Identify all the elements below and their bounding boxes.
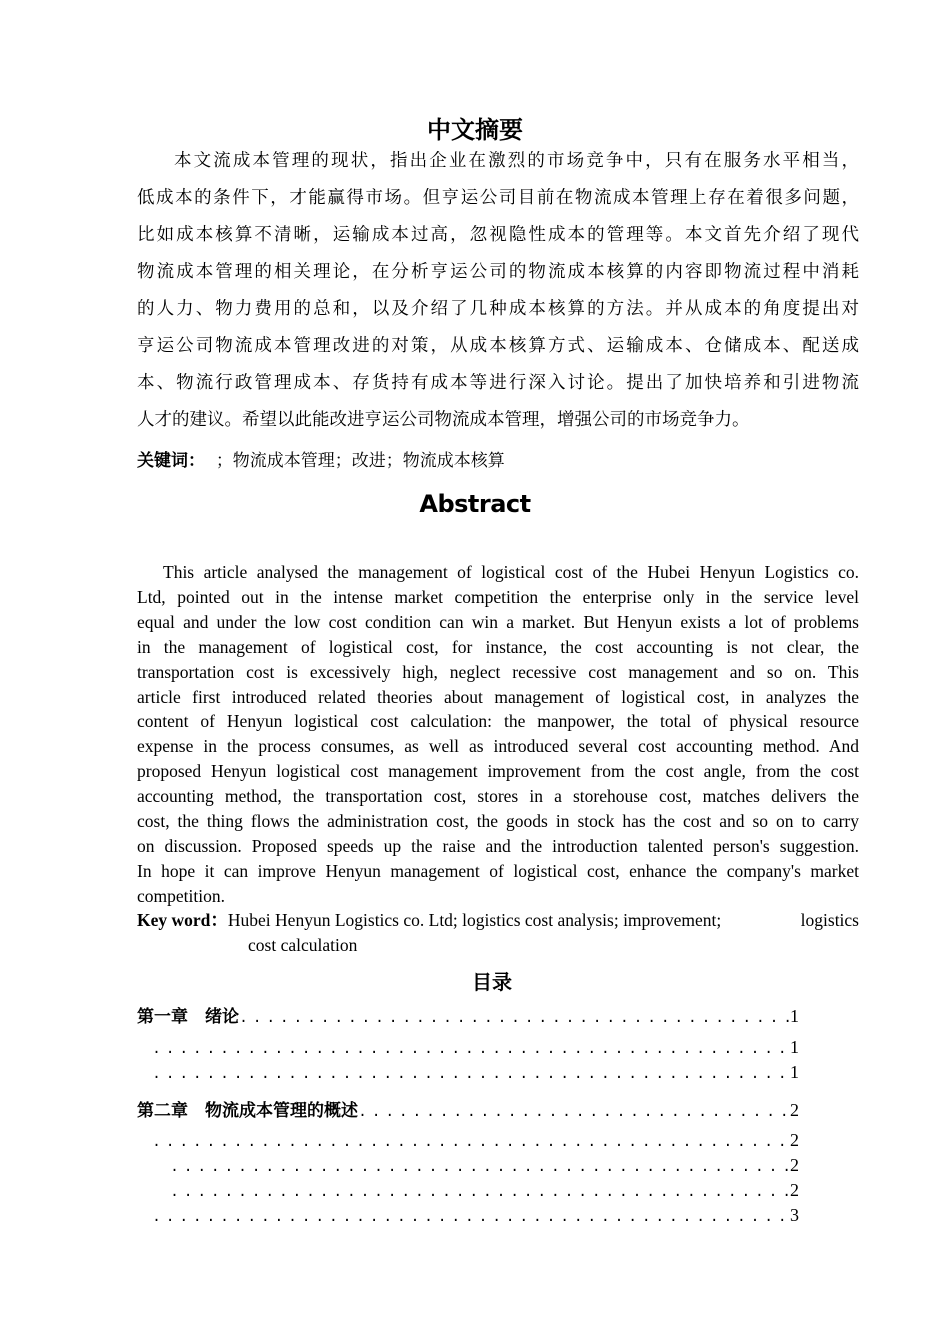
toc-entry-page: 2 <box>790 1100 799 1120</box>
en-keywords <box>137 908 859 958</box>
en-line: equal and under the low cost condition can win a market. But Henyun exists a lot of problems <box>137 611 859 632</box>
toc-leader <box>152 1041 790 1058</box>
en-line: in the management of logistical cost, for instance, the cost accounting is not clear, the <box>137 636 859 657</box>
toc-entry[interactable] <box>152 1205 799 1229</box>
toc-entry[interactable] <box>137 1002 799 1026</box>
toc-entry-page: 1 <box>790 1006 799 1026</box>
cn-keywords <box>137 446 505 471</box>
toc-entry-page: 1 <box>790 1062 799 1082</box>
en-line: expense in the process consumes, as well as introduced several cost accounting method. And <box>137 736 859 757</box>
toc-entry-title: 第一章 绪论 <box>137 1007 239 1026</box>
en-line: In hope it can improve Henyun management of logistical cost, enhance the company's market <box>137 860 859 881</box>
en-abstract-title: Abstract <box>419 490 531 518</box>
toc-leader <box>152 1066 790 1083</box>
en-keywords-text-end: logistics <box>800 910 859 930</box>
en-line: Ltd, pointed out in the intense market competition the enterprise only in the service level <box>137 586 859 607</box>
toc-entry-page: 3 <box>790 1205 799 1225</box>
cn-abstract-title: 中文摘要 <box>427 116 523 144</box>
en-line: content of Henyun logistical cost calculation: the manpower, the total of physical resource <box>137 711 859 732</box>
en-keywords-text-cont: cost calculation <box>248 934 358 955</box>
toc-entry[interactable] <box>152 1037 799 1061</box>
toc-entry[interactable] <box>152 1130 799 1154</box>
cn-line: 本文流成本管理的现状，指出企业在激烈的市场竞争中，只有在服务水平相当， <box>174 151 859 171</box>
toc-entry-page: 2 <box>790 1130 799 1150</box>
toc-entry[interactable] <box>170 1180 799 1204</box>
en-keywords-label: Key word： <box>137 910 228 930</box>
cn-keywords-label: 关键词： <box>137 451 205 471</box>
toc-leader <box>170 1159 790 1176</box>
cn-line: 本、物流行政管理成本、存货持有成本等进行深入讨论。提出了加快培养和引进物流 <box>137 373 859 393</box>
cn-line: 低成本的条件下，才能赢得市场。但亨运公司目前在物流成本管理上存在着很多问题， <box>137 188 859 208</box>
cn-line: 亨运公司物流成本管理改进的对策，从成本核算方式、运输成本、仓储成本、配送成 <box>137 336 859 356</box>
cn-line: 人才的建议。希望以此能改进亨运公司物流成本管理，增强公司的市场竞争力。 <box>137 410 750 430</box>
en-line: accounting method, the transportation cost, stores in a storehouse cost, matches delivers the <box>137 786 859 807</box>
toc-entry[interactable] <box>152 1062 799 1086</box>
toc-leader <box>152 1209 790 1226</box>
toc-entry-page: 2 <box>790 1155 799 1175</box>
en-line: cost, the thing flows the administration cost, the goods in stock has the cost and so on to carry <box>137 811 859 832</box>
en-line: competition. <box>137 885 225 906</box>
cn-line: 物流成本管理的相关理论，在分析亨运公司的物流成本核算的内容即物流过程中消耗 <box>137 262 859 282</box>
en-abstract-body <box>137 560 859 909</box>
toc-leader <box>152 1134 790 1151</box>
toc-leader <box>170 1184 790 1201</box>
cn-keywords-text: ；物流成本管理；改进；物流成本核算 <box>215 451 505 471</box>
en-line: on discussion. Proposed speeds up the raise and the introduction talented person's suggestion. <box>137 835 859 856</box>
toc-leader <box>358 1104 790 1120</box>
toc-entry-page: 2 <box>790 1180 799 1200</box>
cn-abstract-body <box>137 143 859 439</box>
toc-entry-page: 1 <box>790 1037 799 1057</box>
toc-entry-title: 第二章 物流成本管理的概述 <box>137 1101 358 1120</box>
toc-entry[interactable] <box>137 1096 799 1120</box>
en-line: proposed Henyun logistical cost management improvement from the cost angle, from the cost <box>137 761 859 782</box>
toc-entry[interactable] <box>170 1155 799 1179</box>
toc-title: 目录 <box>472 970 512 994</box>
en-line: article first introduced related theories about management of logistical cost, in analyzes the <box>137 686 859 707</box>
en-line: transportation cost is excessively high, neglect recessive cost management and so on. This <box>137 661 859 682</box>
toc-leader <box>239 1010 790 1026</box>
cn-line: 比如成本核算不清晰，运输成本过高，忽视隐性成本的管理等。本文首先介绍了现代 <box>137 225 859 245</box>
en-keywords-text: Hubei Henyun Logistics co. Ltd; logistics cost analysis; improvement; <box>227 910 722 930</box>
en-line: This article analysed the management of logistical cost of the Hubei Henyun Logistics co. <box>163 562 859 582</box>
cn-line: 的人力、物力费用的总和，以及介绍了几种成本核算的方法。并从成本的角度提出对 <box>137 299 859 319</box>
